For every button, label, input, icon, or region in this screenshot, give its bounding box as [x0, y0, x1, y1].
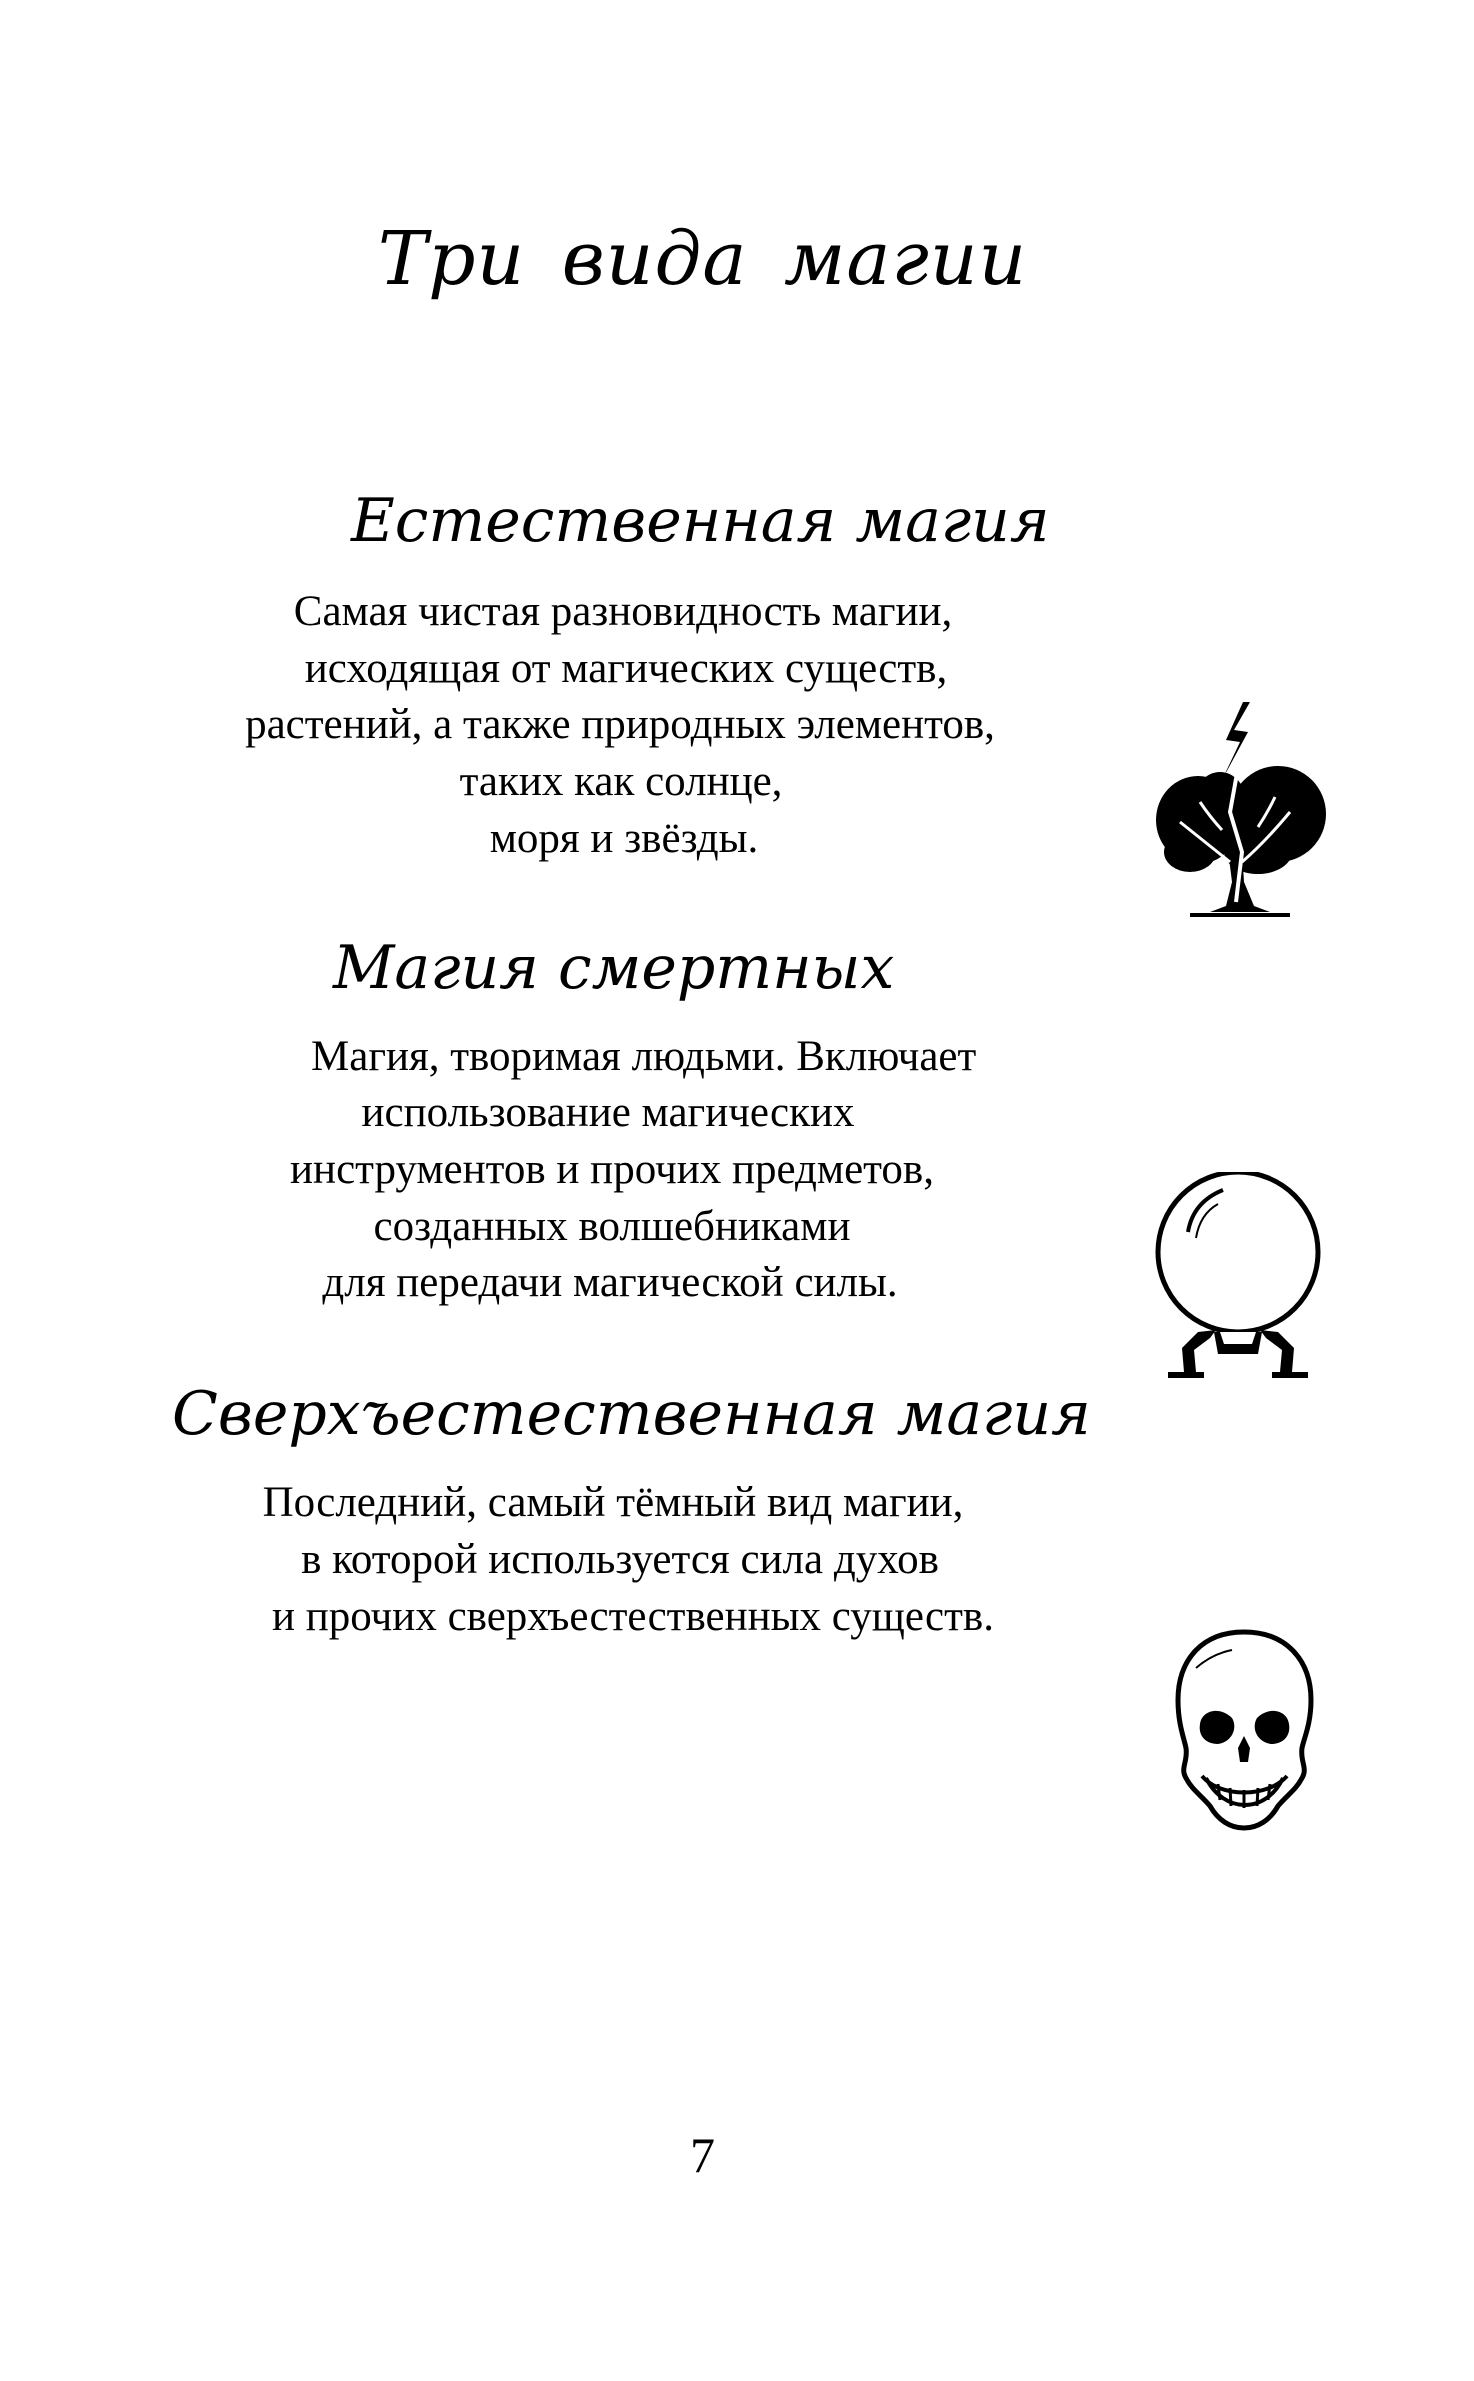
text-line: таких как солнце,	[459, 758, 783, 805]
text-line: использование магических	[361, 1089, 855, 1136]
text-line: созданных волшебниками	[373, 1203, 851, 1250]
section-heading-mortal-magic: Магия смертных	[333, 933, 895, 1003]
text-line: для передачи магической силы.	[322, 1259, 898, 1306]
text-line: Последний, самый тёмный вид магии,	[262, 1479, 964, 1526]
lightning-tree-icon	[1150, 702, 1330, 922]
text-line: Магия, творимая людьми. Включает	[311, 1033, 977, 1080]
page-title: Три вида магии	[377, 216, 1028, 302]
text-line: исходящая от магических существ,	[304, 645, 948, 692]
page-number: 7	[690, 2127, 715, 2183]
text-line: растений, а также природных элементов,	[245, 701, 995, 748]
section-heading-supernatural-magic: Сверхъестественная магия	[172, 1379, 1091, 1449]
crystal-ball-icon	[1148, 1172, 1328, 1382]
skull-icon	[1172, 1628, 1317, 1833]
text-line: Самая чистая разновидность магии,	[293, 588, 953, 635]
text-line: в которой используется сила духов	[301, 1536, 939, 1583]
section-heading-natural-magic: Естественная магия	[351, 486, 1050, 556]
text-line: инструментов и прочих предметов,	[290, 1146, 934, 1193]
text-line: и прочих сверхъестественных существ.	[272, 1593, 994, 1640]
text-line: моря и звёзды.	[489, 815, 759, 862]
